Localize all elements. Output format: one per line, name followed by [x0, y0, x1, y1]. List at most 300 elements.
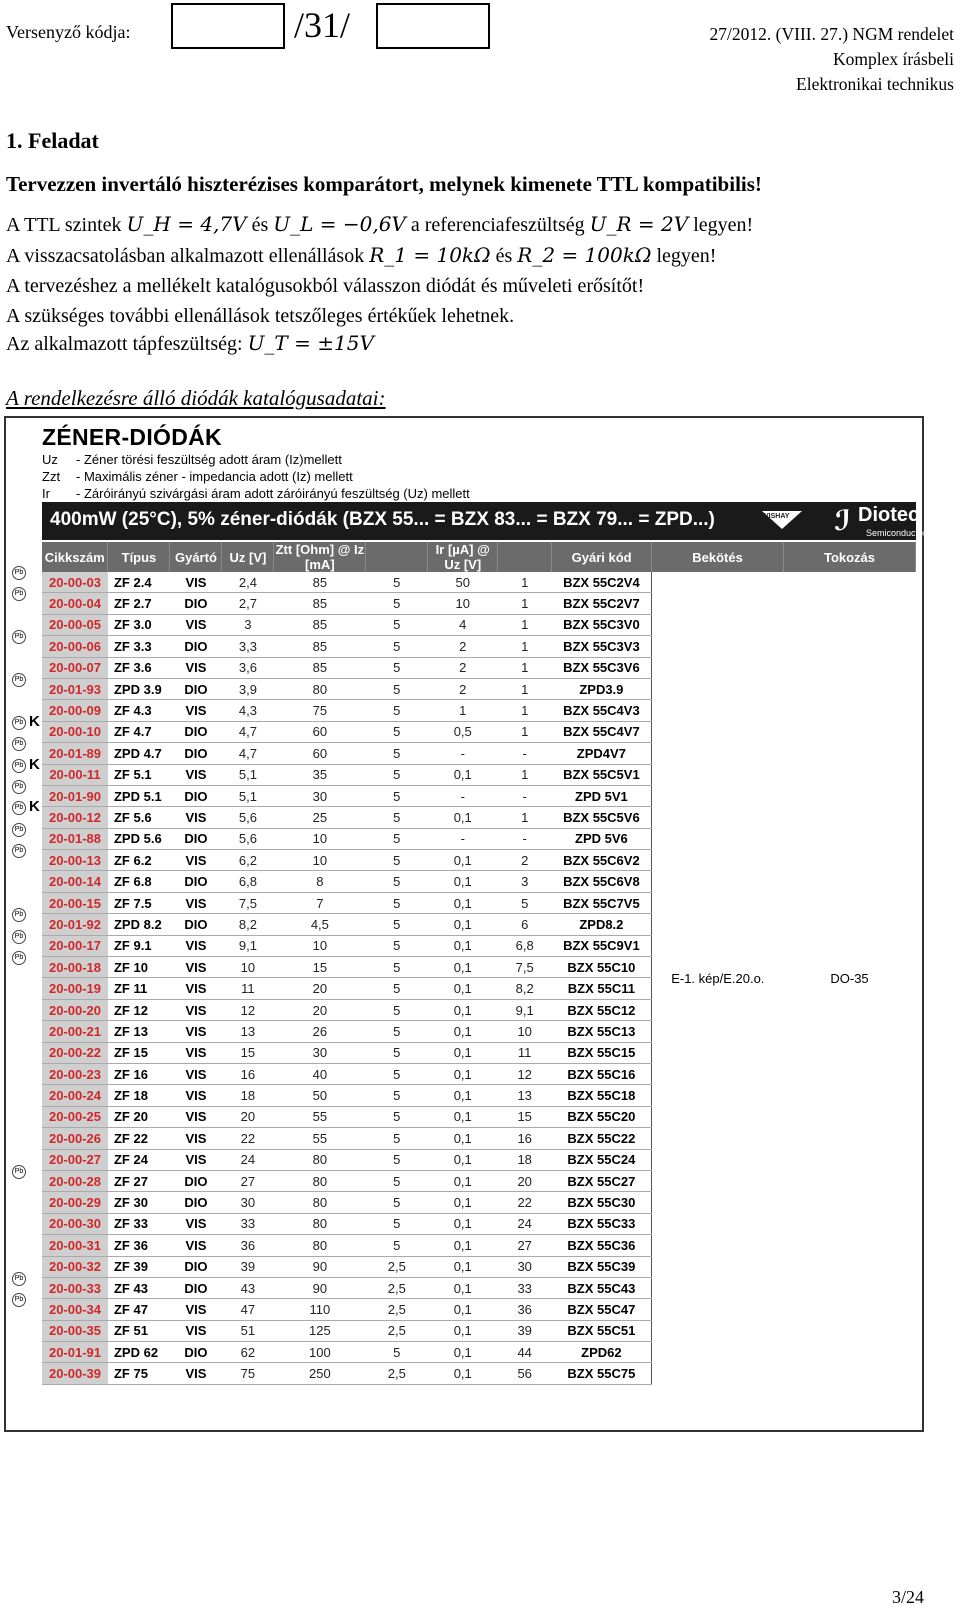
table-cell: 1 — [498, 572, 552, 593]
table-cell: 2,5 — [366, 1299, 428, 1320]
table-cell: VIS — [170, 892, 222, 913]
column-header: Gyári kód — [552, 542, 652, 572]
rohs-icon: Pb — [12, 780, 26, 794]
table-cell: 20-01-88 — [42, 828, 108, 849]
table-cell: 5,1 — [222, 785, 274, 806]
mark-row — [10, 1054, 44, 1075]
table-cell: 2,7 — [222, 593, 274, 614]
table-cell: 0,1 — [428, 1128, 498, 1149]
table-cell: 20-00-07 — [42, 657, 108, 678]
table-cell: 44 — [498, 1342, 552, 1363]
table-cell: 1 — [498, 657, 552, 678]
mark-row — [10, 583, 44, 604]
table-cell: BZX 55C30 — [552, 1192, 652, 1213]
table-cell: 3,6 — [222, 657, 274, 678]
legend-text: - Záróirányú szivárgási áram adott záróirányú feszültség (Uz) mellett — [76, 486, 470, 501]
table-cell: 15 — [498, 1106, 552, 1127]
table-cell: 20 — [274, 978, 366, 999]
table-cell: ZF 4.7 — [108, 721, 170, 742]
table-cell: 20-01-89 — [42, 743, 108, 764]
table-cell: 13 — [222, 1021, 274, 1042]
table-cell: BZX 55C51 — [552, 1320, 652, 1341]
task-title: 1. Feladat — [6, 128, 99, 153]
table-cell: ZF 30 — [108, 1192, 170, 1213]
table-cell: 100 — [274, 1342, 366, 1363]
table-cell: 5 — [366, 1149, 428, 1170]
table-cell: 5 — [366, 700, 428, 721]
table-cell: 30 — [274, 1042, 366, 1063]
table-cell: 15 — [222, 1042, 274, 1063]
table-cell: DIO — [170, 636, 222, 657]
text: legyen! — [688, 214, 754, 236]
table-cell: 5 — [366, 678, 428, 699]
table-cell: ZF 2.7 — [108, 593, 170, 614]
mark-row — [10, 1311, 44, 1332]
table-cell: 6 — [498, 914, 552, 935]
table-cell: 0,1 — [428, 1021, 498, 1042]
column-header: Típus — [108, 542, 170, 572]
table-cell: ZPD 62 — [108, 1342, 170, 1363]
table-cell: 5,6 — [222, 807, 274, 828]
table-cell: 39 — [498, 1320, 552, 1341]
table-cell: 1 — [498, 807, 552, 828]
table-cell: ZF 11 — [108, 978, 170, 999]
table-cell: 56 — [498, 1363, 552, 1384]
table-cell: 2,5 — [366, 1277, 428, 1298]
table-cell: 5,1 — [222, 764, 274, 785]
rohs-icon: Pb — [12, 673, 26, 687]
table-cell: 5 — [366, 721, 428, 742]
table-cell: 9,1 — [222, 935, 274, 956]
mark-row — [10, 883, 44, 904]
table-cell: 5 — [366, 1235, 428, 1256]
table-cell: 22 — [222, 1128, 274, 1149]
mark-row — [10, 1353, 44, 1374]
table-cell: 0,1 — [428, 1277, 498, 1298]
table-cell: 30 — [274, 785, 366, 806]
table-cell: 2 — [428, 636, 498, 657]
math-uh: U_H = 4,7V — [126, 212, 247, 236]
table-cell: - — [428, 828, 498, 849]
table-cell: 4,3 — [222, 700, 274, 721]
table-cell: BZX 55C75 — [552, 1363, 652, 1384]
table-cell: 36 — [222, 1235, 274, 1256]
table-cell: BZX 55C4V3 — [552, 700, 652, 721]
table-cell: DIO — [170, 593, 222, 614]
table-cell: 2,5 — [366, 1256, 428, 1277]
table-cell: 20-00-35 — [42, 1320, 108, 1341]
table-cell: 4,5 — [274, 914, 366, 935]
table-cell: 10 — [274, 828, 366, 849]
table-cell: 1 — [428, 700, 498, 721]
table-cell: ZF 3.3 — [108, 636, 170, 657]
table-cell: 60 — [274, 743, 366, 764]
table-cell: 20-00-19 — [42, 978, 108, 999]
legend-key: Zzt — [42, 469, 61, 484]
table-cell: 20-00-18 — [42, 957, 108, 978]
table-cell: VIS — [170, 935, 222, 956]
legend-key: Ir — [42, 486, 50, 501]
table-cell: ZF 13 — [108, 1021, 170, 1042]
text: A TTL szintek — [6, 214, 127, 236]
table-cell: ZPD 8.2 — [108, 914, 170, 935]
rohs-icon: Pb — [12, 737, 26, 751]
table-cell: 6,2 — [222, 850, 274, 871]
table-cell: 4 — [428, 614, 498, 635]
diotec-name: Diotec — [858, 504, 920, 526]
table-cell: 35 — [274, 764, 366, 785]
table-cell: 43 — [222, 1277, 274, 1298]
table-cell: 6,8 — [498, 935, 552, 956]
text: és — [490, 245, 518, 267]
table-cell: 0,1 — [428, 1342, 498, 1363]
table-cell: 6,8 — [222, 871, 274, 892]
table-cell: BZX 55C7V5 — [552, 892, 652, 913]
table-cell: 7 — [274, 892, 366, 913]
math-r1: R_1 = 10kΩ — [369, 243, 491, 267]
table-cell: 4,7 — [222, 721, 274, 742]
mark-row — [10, 840, 44, 861]
table-cell: 1 — [498, 700, 552, 721]
mark-row — [10, 669, 44, 690]
column-header: Gyártó — [170, 542, 222, 572]
table-cell: 20-00-26 — [42, 1128, 108, 1149]
table-cell: ZF 22 — [108, 1128, 170, 1149]
para-ttl — [6, 212, 753, 237]
table-cell: 26 — [274, 1021, 366, 1042]
table-cell: ZF 7.5 — [108, 892, 170, 913]
competitor-code-box[interactable] — [171, 3, 285, 49]
table-cell: 5 — [366, 572, 428, 593]
table-cell: 0,1 — [428, 1085, 498, 1106]
mark-row — [10, 1075, 44, 1096]
table-cell: 27 — [222, 1170, 274, 1191]
table-cell: ZF 27 — [108, 1170, 170, 1191]
rohs-icon: Pb — [12, 930, 26, 944]
table-cell: VIS — [170, 1320, 222, 1341]
legend-item — [42, 468, 470, 485]
table-cell: ZF 6.2 — [108, 850, 170, 871]
table-cell: BZX 55C11 — [552, 978, 652, 999]
table-cell: ZF 33 — [108, 1213, 170, 1234]
table-cell: ZF 20 — [108, 1106, 170, 1127]
table-cell: 12 — [498, 1063, 552, 1084]
table-cell: ZF 24 — [108, 1149, 170, 1170]
table-cell: 3 — [222, 614, 274, 635]
column-header: Cikkszám — [42, 542, 108, 572]
diotec-sub: Semiconductor — [866, 528, 927, 538]
table-cell: BZX 55C47 — [552, 1299, 652, 1320]
table-cell: BZX 55C3V3 — [552, 636, 652, 657]
table-cell: 0,1 — [428, 1149, 498, 1170]
table-cell: 10 — [222, 957, 274, 978]
table-cell: 8,2 — [498, 978, 552, 999]
table-cell: ZF 9.1 — [108, 935, 170, 956]
table-cell: 75 — [274, 700, 366, 721]
table-cell: 4,7 — [222, 743, 274, 764]
mark-row — [10, 1140, 44, 1161]
table-cell: ZF 5.6 — [108, 807, 170, 828]
k-mark-icon: K — [29, 798, 40, 816]
table-cell: 16 — [222, 1063, 274, 1084]
table-cell: 47 — [222, 1299, 274, 1320]
table-cell: 1 — [498, 614, 552, 635]
table-cell: 5 — [366, 743, 428, 764]
table-cell: 30 — [498, 1256, 552, 1277]
table-cell: ZPD 5V1 — [552, 785, 652, 806]
table-cell: 1 — [498, 593, 552, 614]
table-cell: BZX 55C5V1 — [552, 764, 652, 785]
table-cell: 20-00-25 — [42, 1106, 108, 1127]
legend-text: - Maximális zéner - impedancia adott (Iz) mellett — [76, 469, 353, 484]
table-cell: 0,1 — [428, 764, 498, 785]
table-cell: ZF 51 — [108, 1320, 170, 1341]
table-cell: 2,5 — [366, 1363, 428, 1384]
table-cell: VIS — [170, 1106, 222, 1127]
table-cell: 5 — [366, 999, 428, 1020]
table-cell: ZF 2.4 — [108, 572, 170, 593]
table-cell: VIS — [170, 764, 222, 785]
mark-row — [10, 1268, 44, 1289]
table-cell: - — [498, 743, 552, 764]
vishay-text: VISHAY — [764, 513, 790, 520]
math-r2: R_2 = 100kΩ — [517, 243, 652, 267]
text: Az alkalmazott tápfeszültség: — [6, 333, 248, 355]
table-cell: ZF 3.6 — [108, 657, 170, 678]
table-cell: BZX 55C43 — [552, 1277, 652, 1298]
bekotes-cell: E-1. kép/E.20.o. — [671, 970, 765, 986]
mark-row — [10, 626, 44, 647]
table-cell: BZX 55C16 — [552, 1063, 652, 1084]
table-cell: - — [428, 743, 498, 764]
rohs-icon: Pb — [12, 823, 26, 837]
table-cell: 20 — [498, 1170, 552, 1191]
mark-row — [10, 968, 44, 989]
table-cell: VIS — [170, 1085, 222, 1106]
table-cell: 5 — [366, 785, 428, 806]
table-cell: 5,6 — [222, 828, 274, 849]
table-cell: BZX 55C2V7 — [552, 593, 652, 614]
table-cell: 24 — [498, 1213, 552, 1234]
table-cell: 0,1 — [428, 850, 498, 871]
table-cell: 20-00-31 — [42, 1235, 108, 1256]
mark-row — [10, 1247, 44, 1268]
table-cell: 80 — [274, 1149, 366, 1170]
table-cell: BZX 55C18 — [552, 1085, 652, 1106]
table-cell: VIS — [170, 1363, 222, 1384]
para-supply — [6, 331, 374, 356]
table-cell: DIO — [170, 678, 222, 699]
table-cell: 0,5 — [428, 721, 498, 742]
table-cell: 5 — [366, 614, 428, 635]
table-cell: 20-01-90 — [42, 785, 108, 806]
table-cell: 5 — [366, 1213, 428, 1234]
table-cell: 0,1 — [428, 892, 498, 913]
table-cell: BZX 55C6V8 — [552, 871, 652, 892]
table-cell: 20-00-10 — [42, 721, 108, 742]
table-cell: ZPD8.2 — [552, 914, 652, 935]
table-cell: ZF 36 — [108, 1235, 170, 1256]
table-cell: 20-00-05 — [42, 614, 108, 635]
table-cell: BZX 55C5V6 — [552, 807, 652, 828]
table-cell: 20-00-13 — [42, 850, 108, 871]
table-cell: 18 — [222, 1085, 274, 1106]
table-cell: 20-00-33 — [42, 1277, 108, 1298]
mark-row — [10, 1011, 44, 1032]
catalog-title: ZÉNER-DIÓDÁK — [42, 424, 222, 450]
table-cell: BZX 55C39 — [552, 1256, 652, 1277]
catalog-legend — [42, 451, 470, 502]
table-cell: VIS — [170, 657, 222, 678]
mark-row — [10, 712, 44, 733]
table-cell: ZF 47 — [108, 1299, 170, 1320]
table-cell: BZX 55C27 — [552, 1170, 652, 1191]
table-cell: 85 — [274, 657, 366, 678]
table-cell: ZF 4.3 — [108, 700, 170, 721]
table-cell: 20-00-04 — [42, 593, 108, 614]
table-cell: 20-00-34 — [42, 1299, 108, 1320]
table-cell: 20-00-22 — [42, 1042, 108, 1063]
table-cell: 0,1 — [428, 1320, 498, 1341]
table-cell: BZX 55C12 — [552, 999, 652, 1020]
table-cell: ZPD4V7 — [552, 743, 652, 764]
para-catalog: A tervezéshez a mellékelt katalógusokból válasszon diódát és műveleti erősítőt! — [6, 275, 645, 297]
mark-row — [10, 776, 44, 797]
table-cell: ZPD 3.9 — [108, 678, 170, 699]
table-cell: 25 — [274, 807, 366, 828]
regulation: 27/2012. (VIII. 27.) NGM rendelet — [709, 24, 954, 44]
table-cell: VIS — [170, 999, 222, 1020]
table-cell: ZF 43 — [108, 1277, 170, 1298]
table-cell: DIO — [170, 743, 222, 764]
table-cell: 0,1 — [428, 1213, 498, 1234]
table-cell: VIS — [170, 1042, 222, 1063]
table-cell: 5 — [366, 636, 428, 657]
mark-row — [10, 1118, 44, 1139]
table-cell: 24 — [222, 1149, 274, 1170]
table-cell: BZX 55C13 — [552, 1021, 652, 1042]
rohs-icon: Pb — [12, 908, 26, 922]
table-cell: BZX 55C15 — [552, 1042, 652, 1063]
table-cell: BZX 55C22 — [552, 1128, 652, 1149]
table-cell: 5 — [366, 871, 428, 892]
text: legyen! — [651, 245, 717, 267]
table-cell: 20-01-92 — [42, 914, 108, 935]
table-cell: 20-01-91 — [42, 1342, 108, 1363]
table-cell: 20-00-39 — [42, 1363, 108, 1384]
table-cell: ZF 18 — [108, 1085, 170, 1106]
table-cell: 55 — [274, 1106, 366, 1127]
table-cell: 5 — [366, 1106, 428, 1127]
table-cell: 125 — [274, 1320, 366, 1341]
table-cell: 1 — [498, 678, 552, 699]
table-cell: 85 — [274, 593, 366, 614]
para-resistors-free: A szükséges további ellenállások tetszőleges értékűek lehetnek. — [6, 305, 515, 327]
legend-item — [42, 485, 470, 502]
table-cell: BZX 55C3V6 — [552, 657, 652, 678]
table-cell: 39 — [222, 1256, 274, 1277]
table-cell: ZPD 5V6 — [552, 828, 652, 849]
table-cell: BZX 55C24 — [552, 1149, 652, 1170]
table-cell: VIS — [170, 1213, 222, 1234]
table-cell: VIS — [170, 957, 222, 978]
table-cell: 33 — [498, 1277, 552, 1298]
table-row — [42, 572, 916, 593]
catalog — [4, 416, 927, 1432]
profession: Elektronikai technikus — [796, 74, 954, 94]
column-header — [366, 542, 428, 572]
table-cell: DIO — [170, 1170, 222, 1191]
zener-table — [42, 542, 916, 1385]
table-cell: 10 — [428, 593, 498, 614]
rohs-icon: Pb — [12, 844, 26, 858]
slash-number: /31/ — [294, 5, 351, 45]
marks-column — [10, 562, 44, 1375]
mark-row — [10, 926, 44, 947]
table-cell: 5 — [366, 593, 428, 614]
table-cell: 8 — [274, 871, 366, 892]
table-cell: DIO — [170, 828, 222, 849]
competitor-code-box-2[interactable] — [376, 3, 490, 49]
table-cell: 20-01-93 — [42, 678, 108, 699]
mark-row — [10, 947, 44, 968]
table-cell: DIO — [170, 785, 222, 806]
table-cell: 5 — [366, 935, 428, 956]
table-cell: BZX 55C4V7 — [552, 721, 652, 742]
table-cell: 80 — [274, 1235, 366, 1256]
rohs-icon: Pb — [12, 801, 26, 815]
mark-row — [10, 1204, 44, 1225]
math-ul: U_L = −0,6V — [273, 212, 406, 236]
table-cell: VIS — [170, 572, 222, 593]
table-cell: 20-00-32 — [42, 1256, 108, 1277]
table-cell: 20-00-29 — [42, 1192, 108, 1213]
table-cell: 20-00-14 — [42, 871, 108, 892]
table-cell: 20-00-15 — [42, 892, 108, 913]
table-cell: 5 — [366, 764, 428, 785]
table-cell: BZX 55C6V2 — [552, 850, 652, 871]
table-cell: 10 — [274, 850, 366, 871]
legend-item — [42, 451, 470, 468]
table-cell: 11 — [222, 978, 274, 999]
table-cell: 80 — [274, 1213, 366, 1234]
rohs-icon: Pb — [12, 1293, 26, 1307]
table-cell: ZPD62 — [552, 1342, 652, 1363]
table-cell: 20-00-09 — [42, 700, 108, 721]
table-cell: VIS — [170, 1235, 222, 1256]
table-cell: 5 — [366, 892, 428, 913]
math-ur: U_R = 2V — [589, 212, 689, 236]
table-cell: 20-00-20 — [42, 999, 108, 1020]
mark-row — [10, 562, 44, 583]
column-header: Bekötés — [652, 542, 784, 572]
table-cell: VIS — [170, 1021, 222, 1042]
table-cell: ZPD 5.6 — [108, 828, 170, 849]
mark-row — [10, 1289, 44, 1310]
table-cell: 10 — [274, 935, 366, 956]
table-cell: ZF 12 — [108, 999, 170, 1020]
table-cell: 80 — [274, 1192, 366, 1213]
table-cell: 5 — [366, 1085, 428, 1106]
table-cell: 20-00-28 — [42, 1170, 108, 1191]
table-cell: ZF 5.1 — [108, 764, 170, 785]
mark-row — [10, 990, 44, 1011]
table-cell: VIS — [170, 700, 222, 721]
mark-row — [10, 797, 44, 818]
table-cell: 20-00-06 — [42, 636, 108, 657]
rohs-icon: Pb — [12, 1165, 26, 1179]
table-cell: 13 — [498, 1085, 552, 1106]
